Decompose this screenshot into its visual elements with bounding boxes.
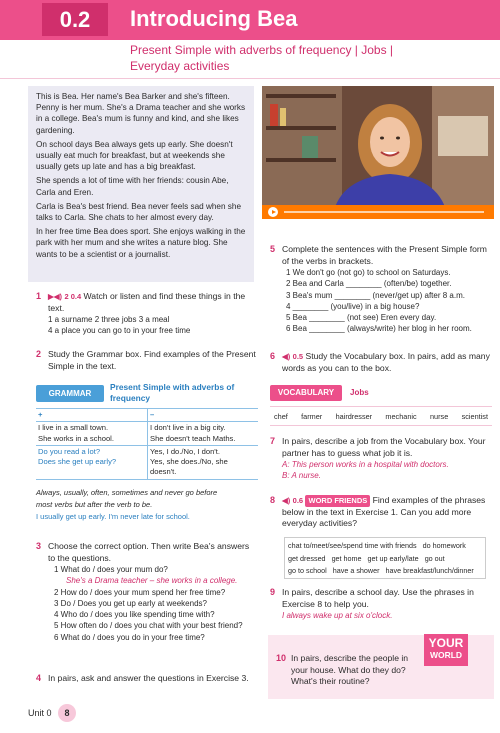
exercise-number: 10 <box>276 653 287 663</box>
exercise-number: 3 <box>36 541 42 551</box>
exercise-number: 9 <box>270 587 276 597</box>
exercise-item: 6 What do / does you do in your free time? <box>54 632 205 642</box>
exercise-instruction: In pairs, describe a school day. Use the phrases in Exercise 8 to help you. <box>282 587 474 609</box>
grammar-example: She doesn't teach Maths. <box>150 433 236 443</box>
grammar-note: Always, usually, often, sometimes and never go before <box>36 488 218 497</box>
header-divider <box>0 78 500 79</box>
vocab-word: nurse <box>430 411 449 421</box>
word-friends-badge: WORD FRIENDS <box>305 495 370 507</box>
grammar-example: I don't live in a big city. <box>150 423 226 433</box>
negative-sign: – <box>147 409 258 421</box>
bea-photo <box>262 86 494 219</box>
audio-icon[interactable]: ▶◀) <box>48 292 63 301</box>
phrase: get dressed <box>288 553 326 563</box>
vocab-word: mechanic <box>385 411 417 421</box>
audio-icon[interactable]: ◀) <box>282 496 291 505</box>
exercise-item: 5 Bea ________ (not see) Eren every day. <box>286 313 437 323</box>
exercise-2 <box>36 349 258 372</box>
exercise-instruction: Complete the sentences with the Present Simple form of the verbs in brackets. <box>282 244 487 266</box>
phrase: go out <box>424 553 445 563</box>
exercise-item: 5 How often do / does you chat with your best friend? <box>54 621 243 631</box>
exercise-item: 1 We don't go (not go) to school on Saturdays. <box>286 268 451 277</box>
audio-track-label: 2 0.4 <box>64 292 82 301</box>
your-world-line2: WORLD <box>429 650 463 660</box>
reading-paragraph: Carla is Bea's best friend. Bea never feels sad when she talks to Carla. She chats to her almost every day. <box>36 201 241 223</box>
phrase: have breakfast/lunch/dinner <box>385 566 474 575</box>
your-world-line1: YOUR <box>428 636 464 650</box>
grammar-question: Do you read a lot? <box>38 446 101 456</box>
exercise-number: 1 <box>36 291 42 301</box>
example-line: A: This person works in a hospital with doctors. <box>282 460 449 469</box>
exercise-item: 4 ________ (you/live) in a big house? <box>286 301 420 311</box>
lesson-subtitle: Present Simple with adverbs of frequency | Jobs | Everyday activities <box>130 43 394 73</box>
page-title: Introducing Bea <box>130 6 298 31</box>
vocab-word: scientist <box>461 411 488 421</box>
grammar-note: I usually get up early. I'm never late for school. <box>36 512 190 522</box>
example-line: B: A nurse. <box>282 471 321 481</box>
exercise-item: 2 How do / does your mum spend her free time? <box>54 587 226 597</box>
exercise-item: 4 Who do / does you like spending time with? <box>54 610 215 620</box>
exercise-4 <box>36 673 258 685</box>
exercise-instruction: In pairs, ask and answer the questions in Exercise 3. <box>48 673 249 683</box>
lesson-number: 0.2 <box>42 3 108 36</box>
phrase: get home <box>331 553 362 563</box>
phrase: get up early/late <box>367 553 419 563</box>
exercise-number: 2 <box>36 349 42 359</box>
example-line: I always wake up at six o'clock. <box>282 611 393 620</box>
grammar-title: Present Simple with adverbs of frequency <box>110 382 235 403</box>
video-player-bar[interactable] <box>262 205 494 219</box>
exercise-item: 1 What do / does your mum do? <box>54 565 168 574</box>
exercise-instruction: Watch or listen and find these things in the text. <box>48 291 246 313</box>
exercise-number: 8 <box>270 495 276 505</box>
grammar-label: GRAMMAR <box>36 385 104 402</box>
exercise-item: 4 a place you can go to in your free time <box>48 326 191 336</box>
exercise-item: 3 Do / Does you get up early at weekends? <box>54 598 207 608</box>
exercise-7 <box>270 436 494 482</box>
audio-track-label: 0.5 <box>292 352 304 361</box>
progress-track[interactable] <box>284 211 484 213</box>
exercise-number: 6 <box>270 351 276 361</box>
audio-track-label: 0.6 <box>292 496 304 505</box>
grammar-table <box>36 408 258 480</box>
vocabulary-words <box>270 406 492 426</box>
exercise-6 <box>270 351 494 374</box>
exercise-instruction: Choose the correct option. Then write Bea's answers to the questions. <box>48 541 250 563</box>
exercise-instruction: In pairs, describe a job from the Vocabulary box. Your partner has to guess what job it is. <box>282 436 486 458</box>
page-footer <box>28 704 76 722</box>
grammar-example: I live in a small town. <box>38 423 109 433</box>
exercise-8 <box>270 495 494 530</box>
exercise-instruction: In pairs, describe the people in your house. What do they do? What's their routine? <box>291 653 409 686</box>
positive-sign: + <box>38 410 43 419</box>
exercise-instruction: Study the Grammar box. Find examples of the Present Simple in the text. <box>48 349 256 371</box>
exercise-item: 3 Bea's mum ________ (never/get up) after 8 a.m. <box>286 290 465 300</box>
page-number: 8 <box>58 704 76 722</box>
grammar-box <box>36 382 258 524</box>
vocabulary-label: VOCABULARY <box>270 385 342 401</box>
vocab-word: hairdresser <box>335 411 373 421</box>
phrase: do homework <box>422 541 466 550</box>
unit-label: Unit 0 <box>28 708 52 718</box>
play-icon[interactable] <box>268 207 278 217</box>
reading-text-box <box>28 86 254 282</box>
reading-paragraph: She spends a lot of time with her friends: cousin Abe, Carla and Eren. <box>36 176 229 197</box>
vocab-word: farmer <box>301 411 323 421</box>
exercise-number: 5 <box>270 244 276 254</box>
grammar-example: She works in a school. <box>38 433 114 443</box>
phrase: chat to/meet/see/spend time with friends <box>288 541 417 550</box>
exercise-10 <box>276 653 424 688</box>
exercise-1 <box>36 291 258 337</box>
exercise-3 <box>36 541 258 643</box>
audio-icon[interactable]: ◀) <box>282 352 291 361</box>
reading-paragraph: On school days Bea always gets up early. She doesn't usually eat much for breakfast, but at weekends she usually gets up late and has a big breakfast. <box>36 139 233 172</box>
exercise-9 <box>270 587 494 621</box>
your-world-badge <box>424 634 468 666</box>
exercise-item: 1 a surname 2 three jobs 3 a meal <box>48 315 170 324</box>
exercise-number: 4 <box>36 673 42 683</box>
grammar-question: Does she get up early? <box>38 457 117 467</box>
exercise-instruction: Find examples of the phrases below in the text in Exercise 1. Can you add more everyday activities? <box>282 495 486 528</box>
vocab-word: chef <box>274 411 288 421</box>
exercise-number: 7 <box>270 436 276 446</box>
grammar-answer: Yes, she does./No, she doesn't. <box>150 457 228 477</box>
phrase: have a shower <box>332 566 380 575</box>
grammar-answer: Yes, I do./No, I don't. <box>150 446 220 456</box>
lesson-header <box>0 0 500 40</box>
exercise-instruction: Study the Vocabulary box. In pairs, add as many words as you can to the box. <box>282 351 490 373</box>
exercise-item: 2 Bea and Carla ________ (often/be) together. <box>286 279 452 289</box>
exercise-item: 6 Bea ________ (always/write) her blog in her room. <box>286 324 472 334</box>
exercise-answer: She's a Drama teacher – she works in a college. <box>66 576 238 586</box>
reading-paragraph: In her free time Bea does sport. She enjoys walking in the park with her mum and she writes a nature blog. She wants to be a scientist or a journalist. <box>36 227 246 259</box>
phrase: go to school <box>288 566 327 575</box>
reading-paragraph: This is Bea. Her name's Bea Barker and she's fifteen. Penny is her mum. She's a Drama teacher and she works in a college. Bea's mum is funny and kind, and she likes gardening. <box>36 92 246 135</box>
grammar-note: most verbs but after the verb to be. <box>36 500 153 510</box>
word-friends-box <box>284 537 486 579</box>
exercise-5 <box>270 244 494 335</box>
vocabulary-title: Jobs <box>350 388 369 397</box>
